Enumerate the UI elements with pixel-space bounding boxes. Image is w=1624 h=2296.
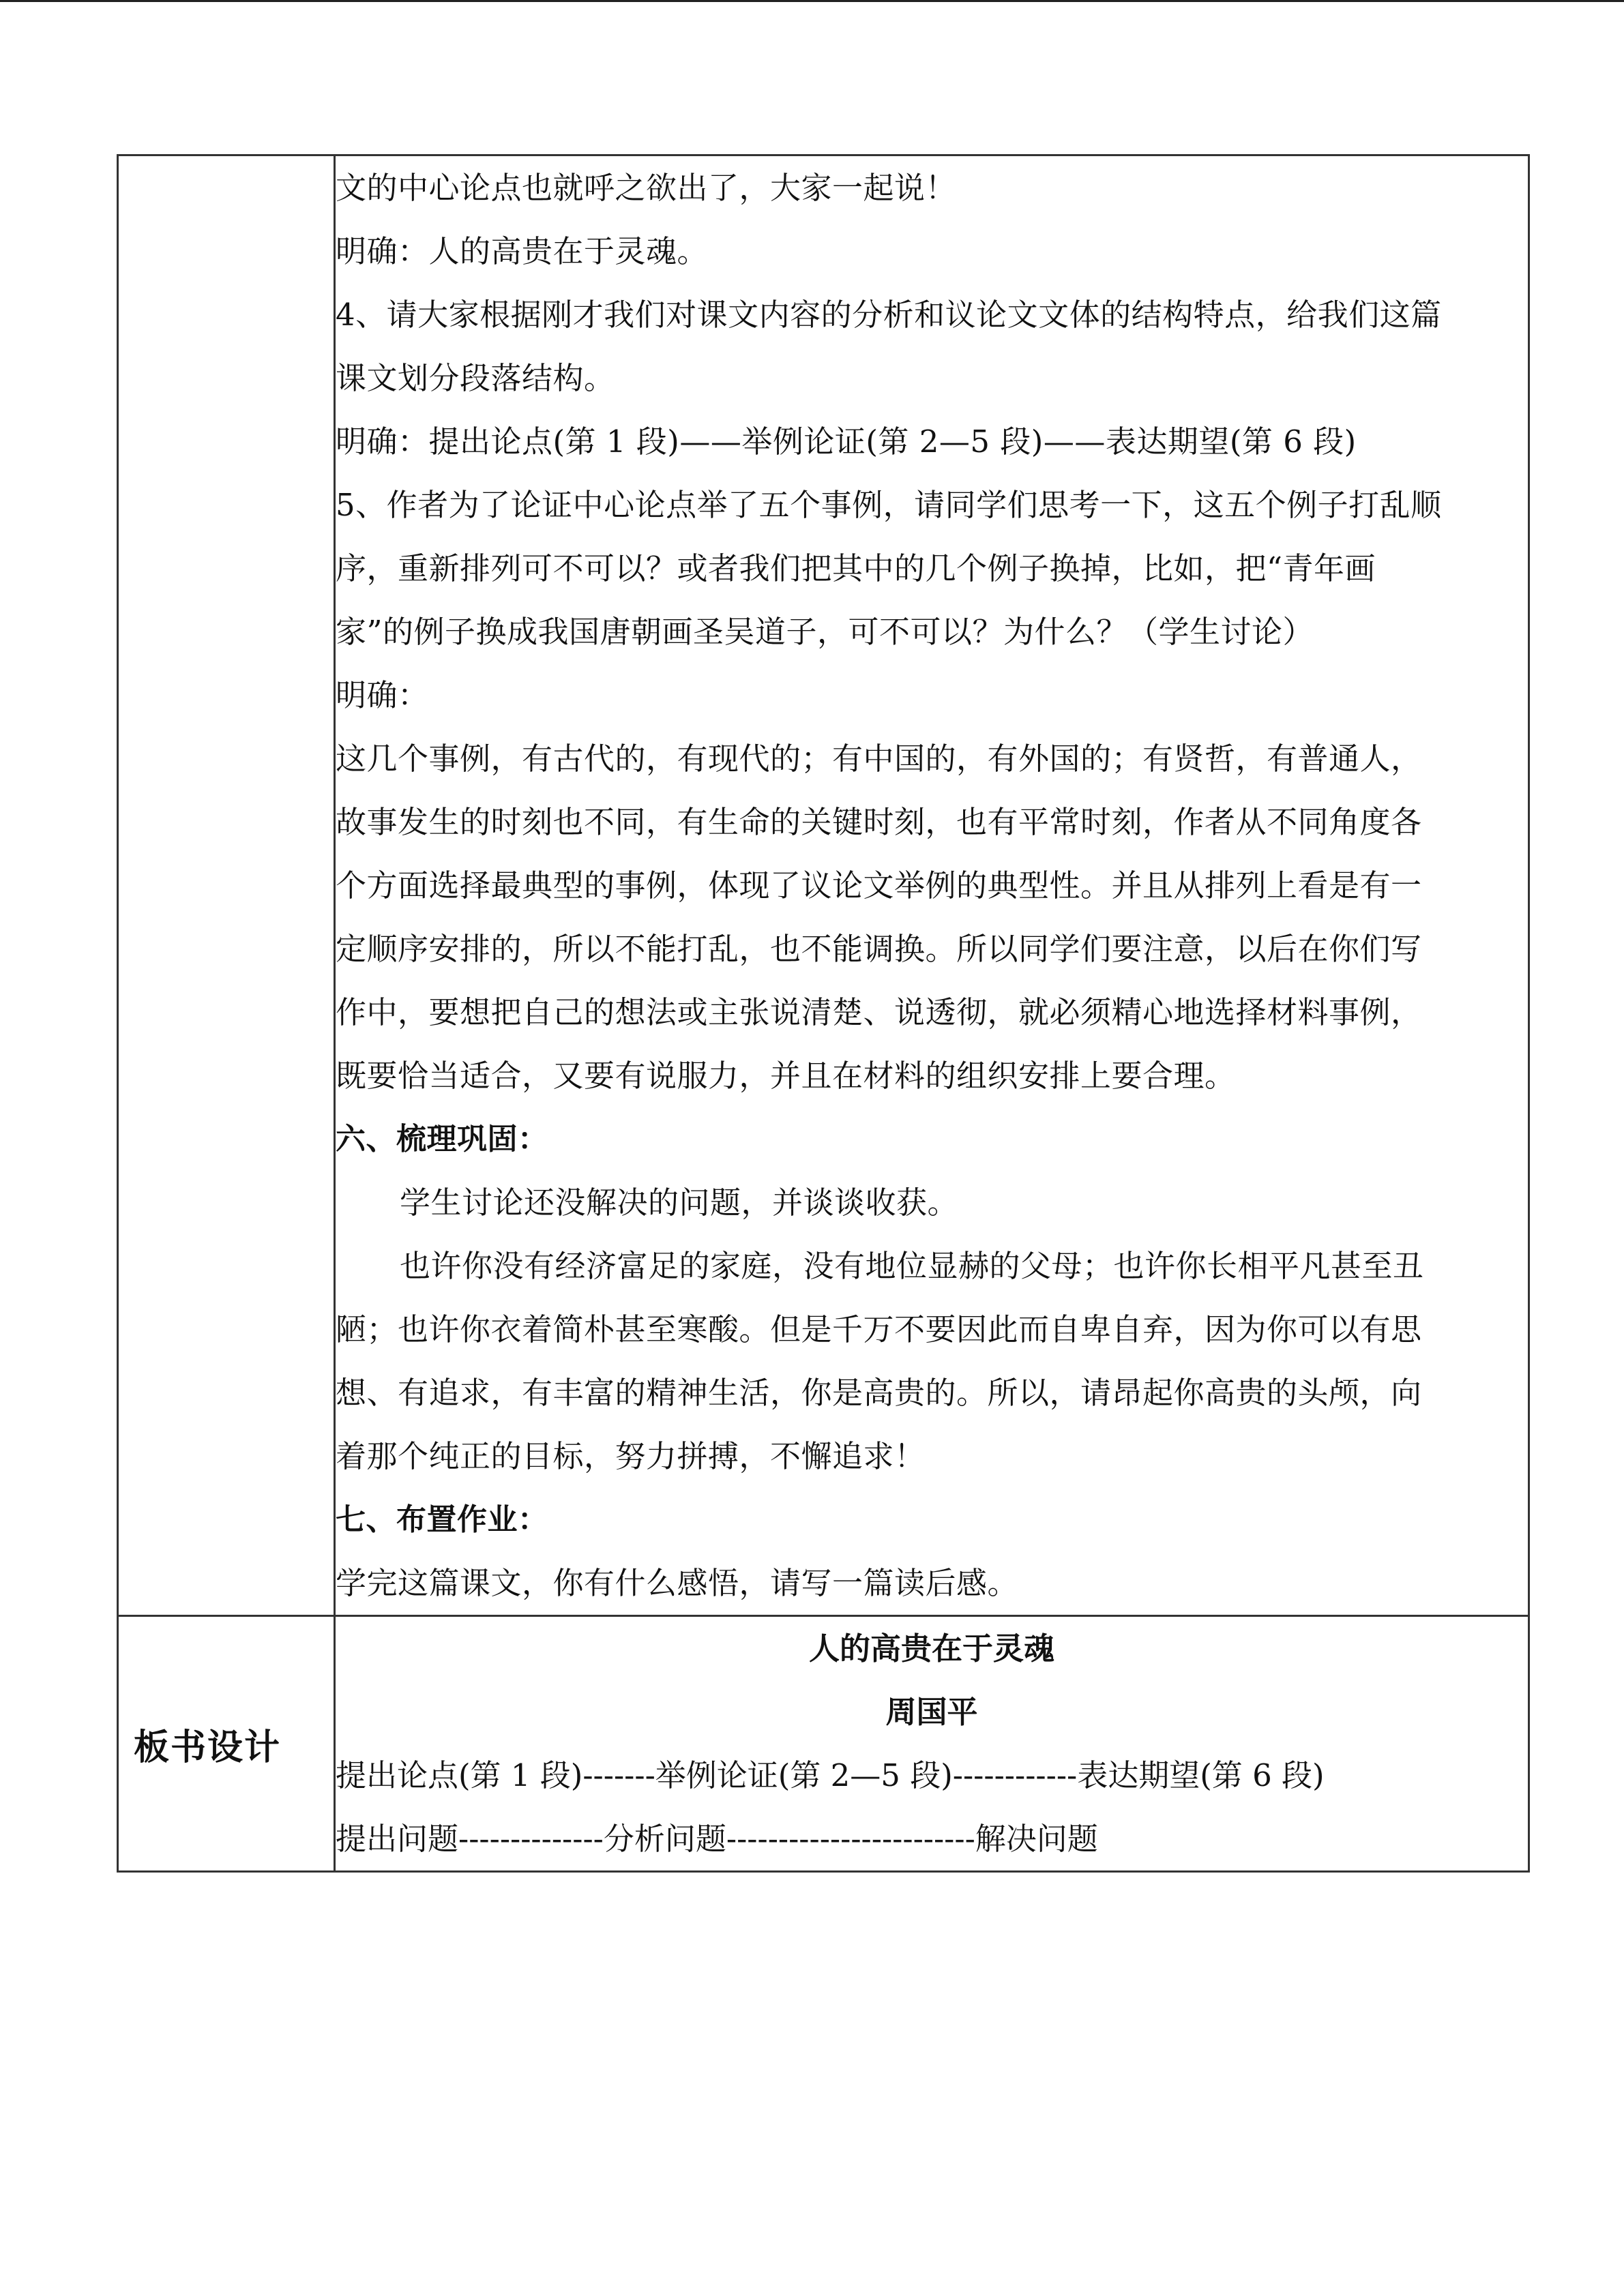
- text-line: 明确：: [336, 677, 429, 713]
- text-line: 4、请大家根据刚才我们对课文内容的分析和议论文文体的结构特点，给我们这篇: [336, 297, 1442, 333]
- text-line: 着那个纯正的目标，努力拼搏，不懈追求！: [336, 1438, 926, 1474]
- board-design-label: 板书设计: [134, 1727, 282, 1768]
- text-line: 学完这篇课文，你有什么感悟，请写一篇读后感。: [336, 1565, 1019, 1601]
- text-line: 陋；也许你衣着简朴甚至寒酸。但是千万不要因此而自卑自弃，因为你可以有思: [336, 1311, 1422, 1347]
- procedure-content-cell: [335, 155, 1529, 1616]
- section-heading: 六、梳理巩固：: [336, 1122, 548, 1157]
- text-line: 5、作者为了论证中心论点举了五个事例，请同学们思考一下，这五个例子打乱顺: [336, 487, 1442, 523]
- text-line: 文的中心论点也就呼之欲出了，大家一起说！: [336, 170, 957, 206]
- text-line: 课文划分段落结构。: [336, 360, 615, 396]
- text-line: 明确：提出论点(第 1 段)——举例论证(第 2—5 段)——表达期望(第 6 段): [336, 423, 1357, 460]
- board-design-content-cell: [335, 1616, 1529, 1872]
- text-line: 作中，要想把自己的想法或主张说清楚、说透彻，就必须精心地选择材料事例，: [336, 994, 1422, 1030]
- procedure-row: [118, 155, 1529, 1616]
- page-top-rule: [0, 0, 1624, 2]
- text-line: 想、有追求，有丰富的精神生活，你是高贵的。所以，请昂起你高贵的头颅，向: [336, 1375, 1422, 1411]
- text-line: 家”的例子换成我国唐朝画圣吴道子，可不可以？为什么？（学生讨论）: [336, 614, 1314, 650]
- procedure-label-cell: [118, 155, 335, 1616]
- board-design-label-cell: [118, 1616, 335, 1872]
- text-line: 序，重新排列可不可以？或者我们把其中的几个例子换掉，比如，把“青年画: [336, 550, 1376, 586]
- board-title: 人的高贵在于灵魂: [808, 1630, 1054, 1667]
- text-line: 故事发生的时刻也不同，有生命的关键时刻，也有平常时刻，作者从不同角度各: [336, 804, 1422, 840]
- board-author: 周国平: [885, 1694, 978, 1730]
- text-line: 个方面选择最典型的事例，体现了议论文举例的典型性。并且从排列上看是有一: [336, 867, 1422, 904]
- section-heading: 七、布置作业：: [336, 1502, 548, 1537]
- board-problem-line: 提出问题--------------分析问题------------------------解决问题: [336, 1821, 1098, 1857]
- text-line: 定顺序安排的，所以不能打乱，也不能调换。所以同学们要注意，以后在你们写: [336, 931, 1422, 967]
- text-line: 明确：人的高贵在于灵魂。: [336, 233, 709, 269]
- lesson-plan-table: [117, 154, 1530, 1873]
- text-line: 这几个事例，有古代的，有现代的；有中国的，有外国的；有贤哲，有普通人，: [336, 741, 1422, 777]
- text-line: 既要恰当适合，又要有说服力，并且在材料的组织安排上要合理。: [336, 1058, 1236, 1094]
- board-design-row: [118, 1616, 1529, 1872]
- text-line: 也许你没有经济富足的家庭，没有地位显赫的父母；也许你长相平凡甚至丑: [400, 1248, 1424, 1284]
- board-structure-line: 提出论点(第 1 段)-------举例论证(第 2—5 段)------------表达期望(第 6 段): [336, 1757, 1325, 1793]
- text-line: 学生讨论还没解决的问题，并谈谈收获。: [400, 1184, 959, 1221]
